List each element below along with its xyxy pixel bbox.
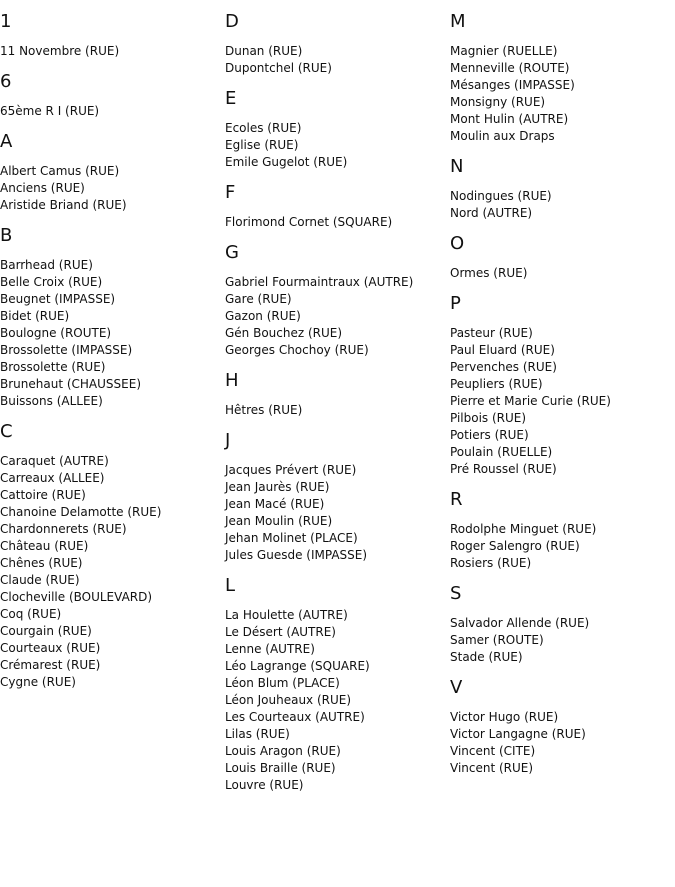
street-link[interactable]: Gare (RUE) xyxy=(225,292,292,306)
street-link[interactable]: Mont Hulin (AUTRE) xyxy=(450,112,569,126)
letter-group xyxy=(225,370,450,419)
letter-group xyxy=(0,225,225,410)
street-link[interactable]: Jean Moulin (RUE) xyxy=(225,514,333,528)
street-link[interactable]: Jean Jaurès (RUE) xyxy=(225,480,330,494)
street-link[interactable]: Coq (RUE) xyxy=(0,607,62,621)
street-link[interactable]: 11 Novembre (RUE) xyxy=(0,44,120,58)
street-link[interactable]: Lilas (RUE) xyxy=(225,727,290,741)
letter-heading: A xyxy=(0,131,13,152)
letter-heading: M xyxy=(450,11,466,32)
street-link[interactable]: Dunan (RUE) xyxy=(225,44,303,58)
street-link[interactable]: Château (RUE) xyxy=(0,539,89,553)
street-link[interactable]: Menneville (ROUTE) xyxy=(450,61,570,75)
letter-group xyxy=(450,156,675,222)
street-link[interactable]: Albert Camus (RUE) xyxy=(0,164,120,178)
letter-heading: D xyxy=(225,11,239,32)
street-link[interactable]: Brossolette (IMPASSE) xyxy=(0,343,133,357)
street-link[interactable]: Samer (ROUTE) xyxy=(450,633,544,647)
street-link[interactable]: Monsigny (RUE) xyxy=(450,95,546,109)
street-list xyxy=(0,103,225,120)
letter-group xyxy=(225,182,450,231)
letter-group xyxy=(0,11,225,60)
street-link[interactable]: Mésanges (IMPASSE) xyxy=(450,78,575,92)
street-link[interactable]: Aristide Briand (RUE) xyxy=(0,198,127,212)
street-link[interactable]: Roger Salengro (RUE) xyxy=(450,539,580,553)
street-link[interactable]: Belle Croix (RUE) xyxy=(0,275,103,289)
letter-heading: 1 xyxy=(0,11,12,32)
street-list xyxy=(0,43,225,60)
street-link[interactable]: Léon Blum (PLACE) xyxy=(225,676,340,690)
letter-group xyxy=(0,421,225,691)
street-list xyxy=(225,214,450,231)
letter-group xyxy=(225,575,450,794)
street-link[interactable]: 65ème R I (RUE) xyxy=(0,104,100,118)
street-link[interactable]: Nodingues (RUE) xyxy=(450,189,552,203)
letter-heading: G xyxy=(225,242,239,263)
street-link[interactable]: Georges Chochoy (RUE) xyxy=(225,343,369,357)
street-link[interactable]: Magnier (RUELLE) xyxy=(450,44,558,58)
street-list xyxy=(0,163,225,214)
street-list xyxy=(0,257,225,410)
letter-group xyxy=(225,11,450,77)
letter-group xyxy=(450,293,675,478)
street-link[interactable]: Bidet (RUE) xyxy=(0,309,70,323)
index-column-1 xyxy=(0,0,225,691)
street-link[interactable]: Louis Braille (RUE) xyxy=(225,761,336,775)
street-link[interactable]: Vincent (RUE) xyxy=(450,761,534,775)
letter-heading: V xyxy=(450,677,463,698)
street-link[interactable]: Pilbois (RUE) xyxy=(450,411,527,425)
street-link[interactable]: Pasteur (RUE) xyxy=(450,326,533,340)
street-link[interactable]: Jules Guesde (IMPASSE) xyxy=(225,548,368,562)
street-link[interactable]: Brunehaut (CHAUSSEE) xyxy=(0,377,141,391)
letter-heading: L xyxy=(225,575,236,596)
street-list xyxy=(450,521,675,572)
street-link[interactable]: Chardonnerets (RUE) xyxy=(0,522,127,536)
street-link[interactable]: Les Courteaux (AUTRE) xyxy=(225,710,365,724)
street-link[interactable]: Crémarest (RUE) xyxy=(0,658,101,672)
street-link[interactable]: Louvre (RUE) xyxy=(225,778,304,792)
street-link[interactable]: La Houlette (AUTRE) xyxy=(225,608,348,622)
street-list xyxy=(225,120,450,171)
street-link[interactable]: Gabriel Fourmaintraux (AUTRE) xyxy=(225,275,414,289)
street-link[interactable]: Anciens (RUE) xyxy=(0,181,85,195)
letter-group xyxy=(450,677,675,777)
street-link[interactable]: Jean Macé (RUE) xyxy=(225,497,325,511)
letter-heading: B xyxy=(0,225,13,246)
street-link[interactable]: Paul Eluard (RUE) xyxy=(450,343,555,357)
street-list xyxy=(450,43,675,145)
street-link[interactable]: Nord (AUTRE) xyxy=(450,206,533,220)
street-link[interactable]: Salvador Allende (RUE) xyxy=(450,616,590,630)
street-link[interactable]: Pervenches (RUE) xyxy=(450,360,557,374)
street-list xyxy=(450,265,675,282)
letter-group xyxy=(0,131,225,214)
street-link[interactable]: Cygne (RUE) xyxy=(0,675,76,689)
street-link[interactable]: Jehan Molinet (PLACE) xyxy=(225,531,358,545)
street-list xyxy=(225,462,450,564)
street-link[interactable]: Léon Jouheaux (RUE) xyxy=(225,693,352,707)
letter-group xyxy=(225,430,450,564)
street-link[interactable]: Rosiers (RUE) xyxy=(450,556,532,570)
street-link[interactable]: Beugnet (IMPASSE) xyxy=(0,292,116,306)
letter-heading: P xyxy=(450,293,461,314)
letter-group xyxy=(450,233,675,282)
street-link[interactable]: Pierre et Marie Curie (RUE) xyxy=(450,394,611,408)
street-link[interactable]: Léo Lagrange (SQUARE) xyxy=(225,659,370,673)
street-link[interactable]: Peupliers (RUE) xyxy=(450,377,543,391)
letter-heading: C xyxy=(0,421,13,442)
street-link[interactable]: Louis Aragon (RUE) xyxy=(225,744,341,758)
letter-heading: H xyxy=(225,370,239,391)
letter-group xyxy=(0,71,225,120)
letter-heading: S xyxy=(450,583,462,604)
street-link[interactable]: Victor Hugo (RUE) xyxy=(450,710,559,724)
street-link[interactable]: Chênes (RUE) xyxy=(0,556,83,570)
index-column-2 xyxy=(225,0,450,794)
street-link[interactable]: Vincent (CITE) xyxy=(450,744,536,758)
street-link[interactable]: Dupontchel (RUE) xyxy=(225,61,332,75)
letter-heading: O xyxy=(450,233,465,254)
index-column-3 xyxy=(450,0,675,777)
street-list xyxy=(450,325,675,478)
letter-heading: N xyxy=(450,156,464,177)
letter-heading: 6 xyxy=(0,71,12,92)
street-link[interactable]: Carreaux (ALLEE) xyxy=(0,471,105,485)
street-list xyxy=(0,453,225,691)
street-link[interactable]: Boulogne (ROUTE) xyxy=(0,326,112,340)
street-list xyxy=(450,615,675,666)
street-link[interactable]: Victor Langagne (RUE) xyxy=(450,727,586,741)
street-link[interactable]: Courgain (RUE) xyxy=(0,624,92,638)
street-link[interactable]: Barrhead (RUE) xyxy=(0,258,93,272)
street-link[interactable]: Eglise (RUE) xyxy=(225,138,299,152)
street-link[interactable]: Gazon (RUE) xyxy=(225,309,301,323)
street-list xyxy=(225,607,450,794)
street-link[interactable]: Pré Roussel (RUE) xyxy=(450,462,557,476)
street-link[interactable]: Emile Gugelot (RUE) xyxy=(225,155,348,169)
street-link[interactable]: Clocheville (BOULEVARD) xyxy=(0,590,153,604)
street-link[interactable]: Gén Bouchez (RUE) xyxy=(225,326,343,340)
letter-heading: E xyxy=(225,88,237,109)
street-link[interactable]: Ormes (RUE) xyxy=(450,266,528,280)
letter-group xyxy=(225,88,450,171)
street-link[interactable]: Caraquet (AUTRE) xyxy=(0,454,109,468)
letter-group xyxy=(450,489,675,572)
street-list xyxy=(225,402,450,419)
street-list xyxy=(450,188,675,222)
street-link[interactable]: Rodolphe Minguet (RUE) xyxy=(450,522,597,536)
letter-heading: R xyxy=(450,489,463,510)
street-link[interactable]: Potiers (RUE) xyxy=(450,428,529,442)
street-link[interactable]: Brossolette (RUE) xyxy=(0,360,106,374)
letter-group xyxy=(450,583,675,666)
street-link[interactable]: Moulin aux Draps xyxy=(450,129,555,143)
street-link[interactable]: Claude (RUE) xyxy=(0,573,80,587)
street-link[interactable]: Cattoire (RUE) xyxy=(0,488,86,502)
street-link[interactable]: Buissons (ALLEE) xyxy=(0,394,103,408)
street-link[interactable]: Courteaux (RUE) xyxy=(0,641,101,655)
street-list xyxy=(450,709,675,777)
street-link[interactable]: Chanoine Delamotte (RUE) xyxy=(0,505,162,519)
street-link[interactable]: Jacques Prévert (RUE) xyxy=(225,463,357,477)
street-link[interactable]: Ecoles (RUE) xyxy=(225,121,302,135)
street-link[interactable]: Florimond Cornet (SQUARE) xyxy=(225,215,393,229)
letter-group xyxy=(450,11,675,145)
letter-heading: F xyxy=(225,182,236,203)
street-link[interactable]: Stade (RUE) xyxy=(450,650,523,664)
letter-group xyxy=(225,242,450,359)
street-list xyxy=(225,274,450,359)
street-link[interactable]: Lenne (AUTRE) xyxy=(225,642,315,656)
street-link[interactable]: Poulain (RUELLE) xyxy=(450,445,553,459)
street-list xyxy=(225,43,450,77)
street-link[interactable]: Le Désert (AUTRE) xyxy=(225,625,336,639)
street-link[interactable]: Hêtres (RUE) xyxy=(225,403,303,417)
letter-heading: J xyxy=(225,430,231,451)
